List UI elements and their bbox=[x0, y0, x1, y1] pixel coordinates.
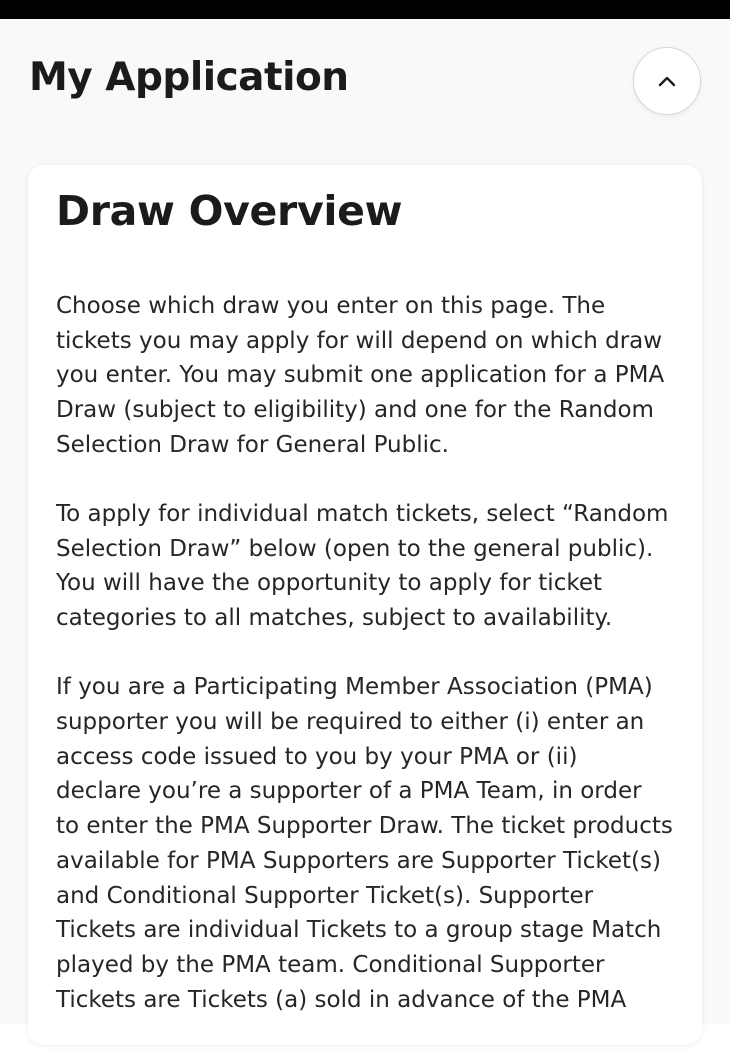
paragraph-random-selection bbox=[56, 497, 696, 636]
draw-overview-card bbox=[28, 165, 702, 1045]
collapse-button[interactable] bbox=[633, 47, 701, 115]
text-line: to enter the PMA Supporter Draw. The ticket products bbox=[56, 813, 673, 840]
card-title: Draw Overview bbox=[56, 187, 403, 235]
text-line: you enter. You may submit one application for a PMA bbox=[56, 362, 665, 389]
status-bar bbox=[0, 0, 730, 19]
text-line: declare you’re a supporter of a PMA Team, in order bbox=[56, 778, 642, 805]
text-line: played by the PMA team. Conditional Supporter bbox=[56, 951, 605, 978]
text-line: access code issued to you by your PMA or (ii) bbox=[56, 743, 578, 770]
text-line: and Conditional Supporter Ticket(s). Supporter bbox=[56, 882, 594, 909]
text-line: Selection Draw for General Public. bbox=[56, 431, 449, 458]
application-page bbox=[0, 19, 730, 1024]
chevron-up-icon bbox=[657, 75, 677, 87]
text-line: Tickets are Tickets (a) sold in advance of the PMA bbox=[56, 986, 627, 1013]
text-line: categories to all matches, subject to availability. bbox=[56, 605, 613, 632]
paragraph-draw-choice bbox=[56, 289, 696, 463]
text-line: Selection Draw” below (open to the general public). bbox=[56, 535, 654, 562]
text-line: Tickets are individual Tickets to a group stage Match bbox=[56, 917, 662, 944]
card-body bbox=[56, 289, 696, 1052]
text-line: Draw (subject to eligibility) and one for the Random bbox=[56, 397, 654, 424]
paragraph-pma-supporter bbox=[56, 670, 696, 1017]
text-line: To apply for individual match tickets, select “Random bbox=[56, 501, 669, 528]
text-line: tickets you may apply for will depend on which draw bbox=[56, 327, 663, 354]
text-line: supporter you will be required to either (i) enter an bbox=[56, 709, 645, 736]
text-line: Choose which draw you enter on this page. The bbox=[56, 293, 606, 319]
text-line: If you are a Participating Member Association (PMA) bbox=[56, 674, 653, 701]
page-title: My Application bbox=[29, 55, 349, 100]
text-line: You will have the opportunity to apply for ticket bbox=[56, 570, 603, 597]
text-line: available for PMA Supporters are Supporter Ticket(s) bbox=[56, 847, 661, 874]
